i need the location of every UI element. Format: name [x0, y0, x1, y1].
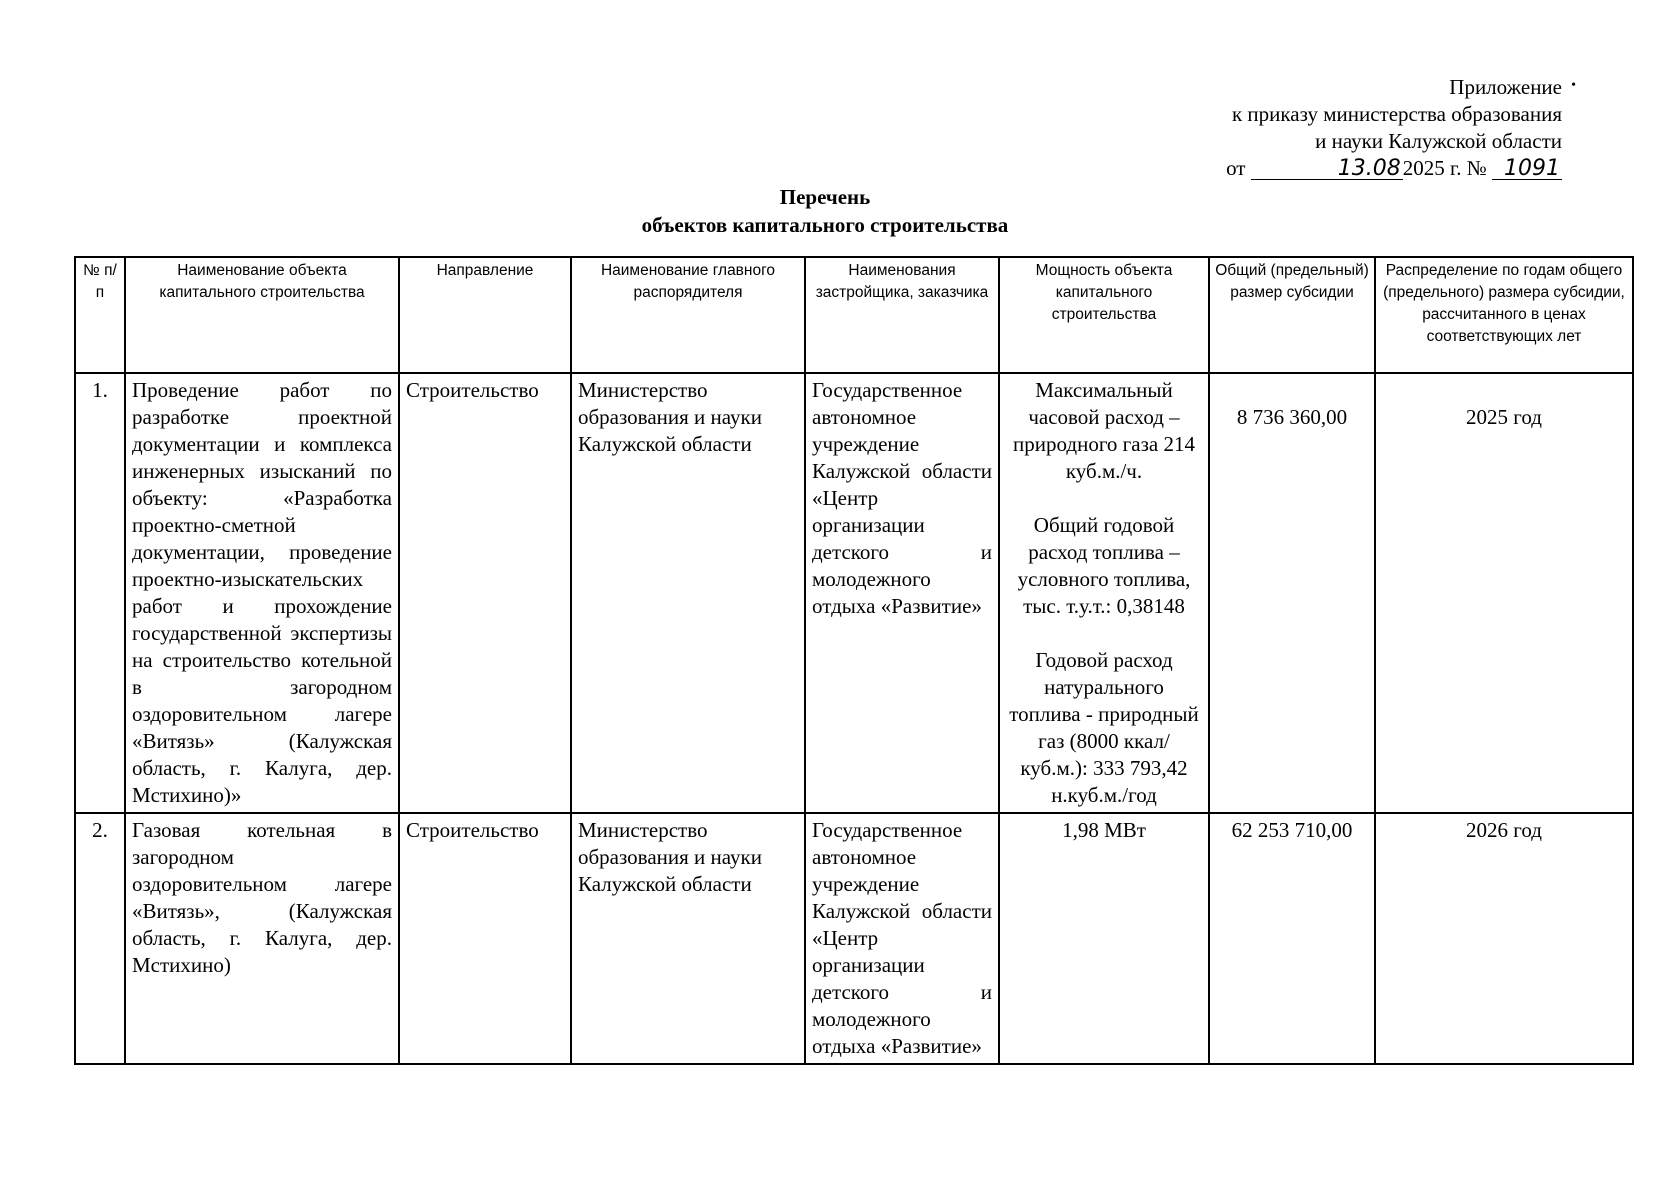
- table-row: [75, 813, 1633, 1064]
- row-distributor: Министерство образования и науки Калужской области: [571, 373, 805, 813]
- objects-table: [74, 256, 1634, 1065]
- header-distributor: Наименование главного распорядителя: [571, 257, 805, 373]
- appendix-ministry: и науки Калужской области: [1315, 129, 1562, 153]
- capacity-hourly: Максимальный часовой расход – природного газа 214 куб.м./ч.: [1013, 378, 1195, 483]
- row-capacity: [999, 373, 1209, 813]
- appendix-order-ref: к приказу министерства образования: [1231, 102, 1562, 126]
- header-object-name: Наименование объекта капитального строительства: [125, 257, 399, 373]
- table-row: [75, 373, 1633, 813]
- appendix-year-label: 2025 г. №: [1402, 156, 1487, 180]
- appendix-block: [1226, 74, 1562, 182]
- row-year: 2025 год: [1375, 373, 1633, 813]
- header-direction: Направление: [399, 257, 571, 373]
- capacity-annual-conventional: Общий годовой расход топлива – условного топлива, тыс. т.у.т.: 0,38148: [1017, 513, 1191, 618]
- row-num: 1.: [75, 373, 125, 813]
- header-year-distribution: Распределение по годам общего (предельного) размера субсидии, рассчитанного в ценах соответствующих лет: [1375, 257, 1633, 373]
- header-developer: Наименования застройщика, заказчика: [805, 257, 999, 373]
- title-line-2: объектов капитального строительства: [641, 213, 1009, 237]
- header-capacity: Мощность объекта капитального строительства: [999, 257, 1209, 373]
- row-capacity: 1,98 МВт: [999, 813, 1209, 1064]
- row-num: 2.: [75, 813, 125, 1064]
- row-developer: Государственное автономное учреждение Калужской области «Центр организации детского и молодежного отдыха «Развитие»: [805, 813, 999, 1064]
- row-object-name: Проведение работ по разработке проектной документации и комплекса инженерных изысканий по объекту: «Разработка проектно-сметной документации, проведение проектно-изыскательских работ и прохождение государственной экспертизы на строительство котельной в загородном оздоровительном лагере «Витязь» (Калужская область, г. Калуга, дер. Мстихино)»: [125, 373, 399, 813]
- appendix-date-line: [1226, 155, 1562, 182]
- header-subsidy: Общий (предельный) размер субсидии: [1209, 257, 1375, 373]
- capacity-annual-natural: Годовой расход натурального топлива - природный газ (8000 ккал/куб.м.): 333 793,42 н.куб.м./год: [1009, 648, 1199, 807]
- row-subsidy: 8 736 360,00: [1209, 373, 1375, 813]
- row-direction: Строительство: [399, 373, 571, 813]
- scan-dot-mark: •: [1571, 78, 1576, 93]
- document-title: [0, 183, 1650, 239]
- row-object-name: Газовая котельная в загородном оздоровительном лагере «Витязь», (Калужская область, г. Калуга, дер. Мстихино): [125, 813, 399, 1064]
- row-distributor: Министерство образования и науки Калужской области: [571, 813, 805, 1064]
- row-developer: Государственное автономное учреждение Калужской области «Центр организации детского и молодежного отдыха «Развитие»: [805, 373, 999, 813]
- row-year: 2026 год: [1375, 813, 1633, 1064]
- header-num: № п/п: [75, 257, 125, 373]
- title-line-1: Перечень: [779, 185, 871, 209]
- handwritten-date: 13.08: [1251, 159, 1403, 180]
- appendix-title: Приложение: [1449, 75, 1562, 99]
- handwritten-order-number: 1091: [1492, 159, 1562, 180]
- row-subsidy: 62 253 710,00: [1209, 813, 1375, 1064]
- table-header-row: [75, 257, 1633, 373]
- row-direction: Строительство: [399, 813, 571, 1064]
- appendix-from-label: от: [1226, 156, 1246, 180]
